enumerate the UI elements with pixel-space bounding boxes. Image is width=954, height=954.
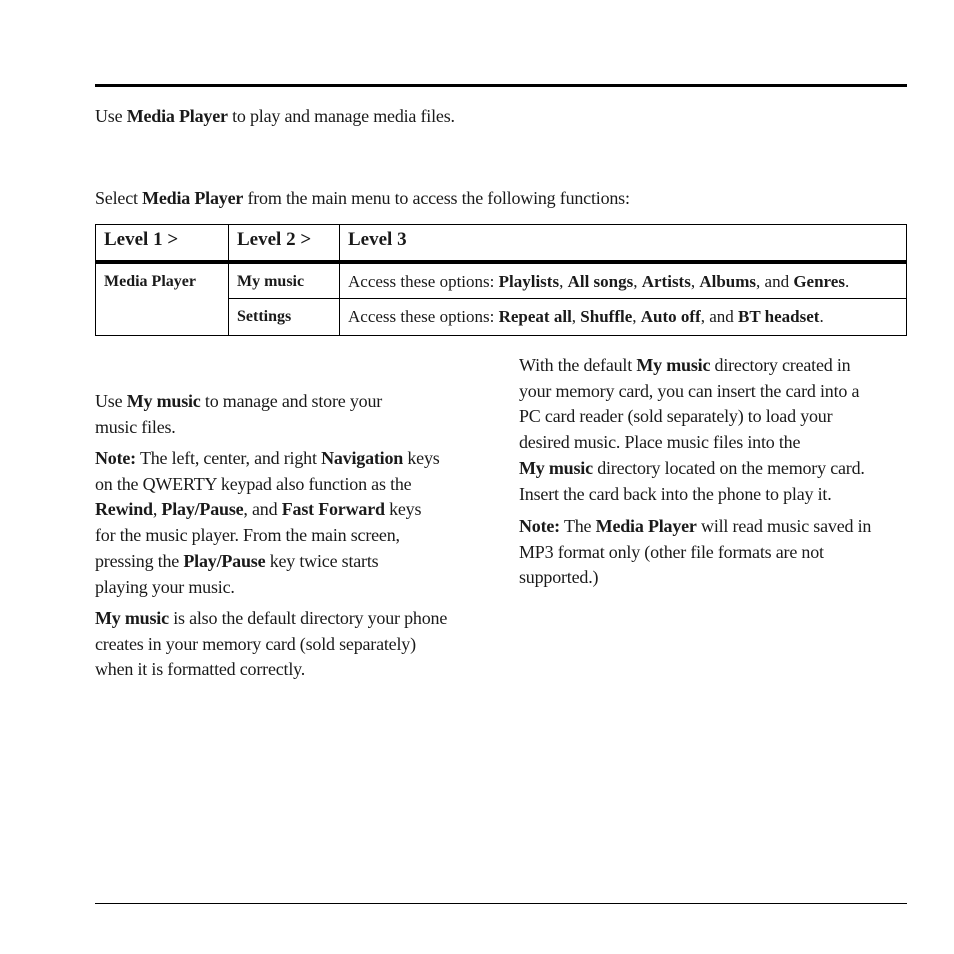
level2-cell-settings: Settings [229, 299, 340, 336]
header-level3: Level 3 [340, 225, 907, 262]
level2-cell-my-music: My music [229, 262, 340, 299]
footer-rule [95, 903, 907, 904]
level3-cell: Access these options: Repeat all, Shuffle, Auto off, and BT headset. [340, 299, 907, 336]
level1-cell: Media Player [96, 262, 229, 336]
my-music-intro-paragraph: Use My music to manage and store your music files. [95, 391, 383, 437]
note-label: Note: [95, 448, 136, 468]
navigation-note: Note: The left, center, and right Navigation keys on the QWERTY keypad also function as the Rewind, Play/Pause, and Fast Forward keys for the music player. From the main screen, pressing the Play/Pause key twice starts playing your music. [95, 448, 440, 597]
table-row [96, 262, 907, 299]
menu-levels-table [95, 224, 907, 336]
mp3-format-note: Note: The Media Player will read music saved in MP3 format only (other file formats are not supported.) [519, 516, 872, 588]
header-level2: Level 2 > [229, 225, 340, 262]
select-instruction: Select Media Player from the main menu to access the following functions: [95, 188, 630, 208]
media-player-term: Media Player [142, 188, 244, 208]
intro-paragraph: Use Media Player to play and manage media files. [95, 106, 455, 126]
level3-cell: Access these options: Playlists, All songs, Artists, Albums, and Genres. [340, 262, 907, 299]
media-player-term: Media Player [126, 106, 228, 126]
memory-card-paragraph: With the default My music directory created in your memory card, you can insert the card into a PC card reader (sold separately) to load your desired music. Place music files into the My music directory located on the memory card. Insert the card back into the phone to play it. [519, 355, 865, 504]
header-level1: Level 1 > [96, 225, 229, 262]
table-header-row [96, 225, 907, 262]
note-label: Note: [519, 516, 560, 536]
default-directory-paragraph: My music is also the default directory your phone creates in your memory card (sold separately) when it is formatted correctly. [95, 608, 448, 680]
header-rule [95, 84, 907, 87]
